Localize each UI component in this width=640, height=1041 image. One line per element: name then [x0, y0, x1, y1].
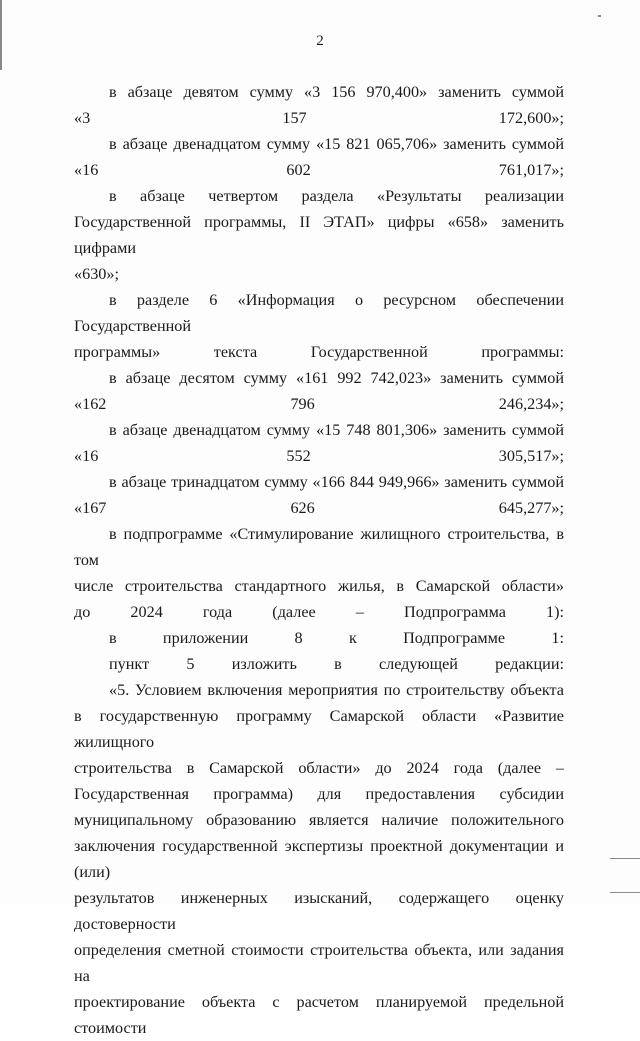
text-line: до 2024 года (далее – Подпрограмма 1): — [74, 603, 564, 621]
text-line: пункт 5 изложить в следующей редакции: — [109, 655, 564, 673]
text-line: в абзаце девятом сумму «3 156 970,400» заменить суммой — [109, 83, 564, 101]
text-line: определения сметной стоимости строительства объекта, или задания на — [74, 941, 564, 985]
paragraph — [74, 521, 564, 625]
page-number: 2 — [316, 33, 324, 49]
text-line: в разделе 6 «Информация о ресурсном обеспечении Государственной — [74, 291, 564, 335]
text-line: «16 602 761,017»; — [74, 161, 564, 179]
text-line: числе строительства стандартного жилья, в Самарской области» — [74, 577, 564, 595]
scan-edge-mark — [610, 858, 640, 859]
text-line: результатов инженерных изысканий, содержащего оценку достоверности — [74, 889, 564, 933]
text-line: «16 552 305,517»; — [74, 447, 564, 465]
text-line: «162 796 246,234»; — [74, 395, 564, 413]
text-line: «5. Условием включения мероприятия по строительству объекта — [109, 681, 564, 699]
text-line: строительства в Самарской области» до 2024 года (далее – — [74, 759, 564, 777]
paragraph — [74, 183, 564, 287]
text-line: в абзаце двенадцатом сумму «15 821 065,706» заменить суммой — [109, 135, 564, 153]
scan-edge-mark — [610, 892, 640, 893]
text-line: в абзаце тринадцатом сумму «166 844 949,966» заменить суммой — [109, 473, 564, 491]
paragraph — [74, 79, 564, 131]
text-line: в подпрограмме «Стимулирование жилищного строительства, в том — [74, 525, 564, 569]
text-line: муниципальному образованию является наличие положительного — [74, 811, 564, 829]
text-line: в абзаце двенадцатом сумму «15 748 801,306» заменить суммой — [109, 421, 564, 439]
text-line: программы» текста Государственной программы: — [74, 343, 564, 361]
text-line: Государственная программа) для предоставления субсидии — [74, 785, 564, 803]
paragraph — [74, 625, 564, 651]
text-line: «3 157 172,600»; — [74, 109, 564, 127]
text-line: «630»; — [74, 265, 119, 283]
text-line: в государственную программу Самарской области «Развитие жилищного — [74, 707, 564, 751]
paragraph — [74, 677, 564, 1041]
text-line: проектирование объекта с расчетом планируемой предельной стоимости — [74, 993, 564, 1037]
paragraph — [74, 287, 564, 365]
text-line: Государственной программы, II ЭТАП» цифры «658» заменить цифрами — [74, 213, 564, 257]
text-line: в приложении 8 к Подпрограмме 1: — [109, 629, 564, 647]
text-line: в абзаце десятом сумму «161 992 742,023» заменить суммой — [109, 369, 564, 387]
paragraph — [74, 417, 564, 469]
scan-edge-mark — [0, 0, 2, 70]
document-body — [74, 79, 564, 1041]
text-line: «167 626 645,277»; — [74, 499, 564, 517]
paragraph — [74, 651, 564, 677]
paragraph — [74, 131, 564, 183]
paragraph — [74, 365, 564, 417]
text-line: в абзаце четвертом раздела «Результаты реализации — [109, 187, 564, 205]
text-line: заключения государственной экспертизы проектной документации и (или) — [74, 837, 564, 881]
scan-edge-mark — [598, 15, 601, 17]
paragraph — [74, 469, 564, 521]
